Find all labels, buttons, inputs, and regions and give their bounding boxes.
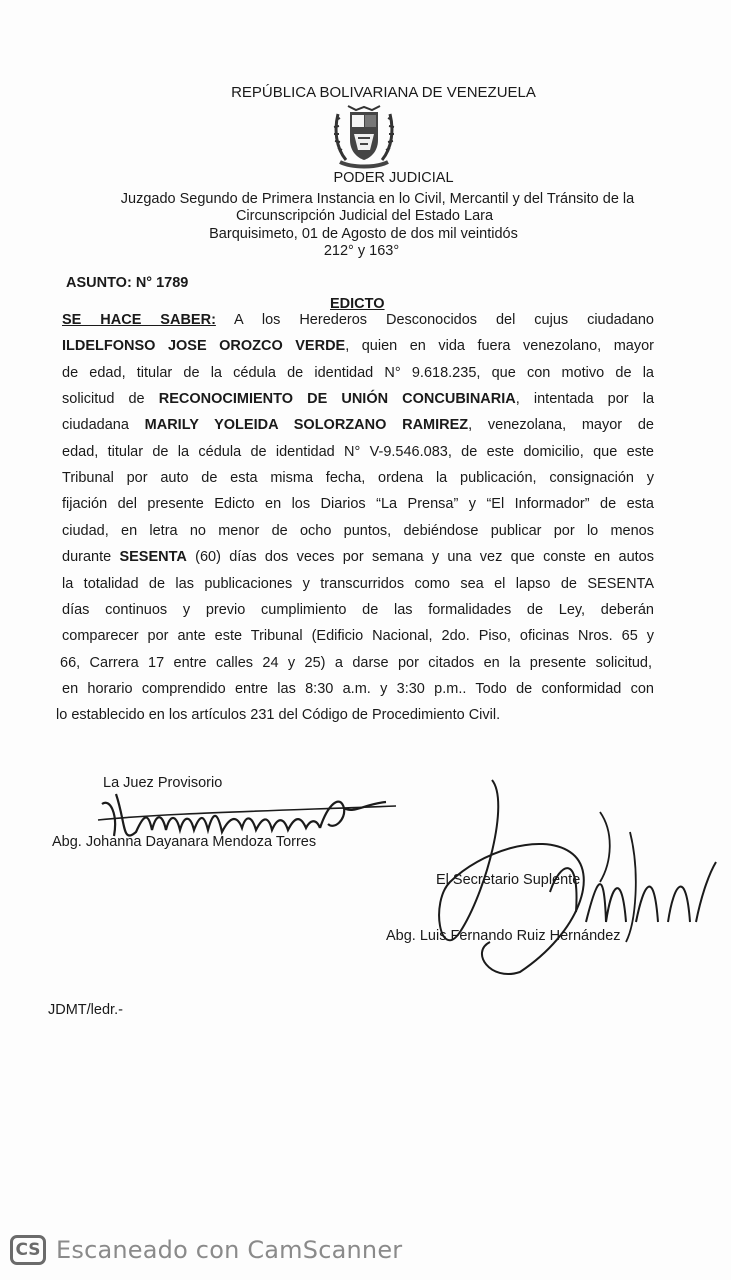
asunto-number: ASUNTO: N° 1789	[66, 275, 189, 291]
city-date-line: Barquisimeto, 01 de Agosto de dos mil veintidós	[209, 226, 518, 242]
judge-title: La Juez Provisorio	[103, 775, 223, 791]
judge-name: Abg. Johanna Dayanara Mendoza Torres	[52, 834, 317, 850]
circunscripcion-line: Circunscripción Judicial del Estado Lara	[235, 208, 494, 224]
years-line: 212° y 163°	[323, 243, 400, 259]
body-text-segment: durante	[62, 549, 120, 566]
body-emphasis: RECONOCIMIENTO DE UNIÓN CONCUBINARIA	[158, 391, 516, 408]
body-emphasis: ILDELFONSO JOSE OROZCO VERDE	[62, 338, 346, 355]
body-text-segment: ciudadana	[62, 417, 145, 434]
body-text-segment: fijación del presente Edicto en los Diarios “La Prensa” y “El Informador” de esta	[62, 496, 654, 513]
secretary-title: El Secretario Suplente	[436, 872, 581, 888]
body-line	[62, 549, 654, 565]
camscanner-text: Escaneado con CamScanner	[56, 1236, 403, 1264]
body-line	[62, 338, 654, 354]
body-text-segment: de edad, titular de la cédula de identidad N° 9.618.235, que con motivo de la	[62, 364, 654, 381]
body-line	[62, 681, 654, 697]
body-text-segment: comparecer por ante este Tribunal (Edificio Nacional, 2do. Piso, oficinas Nros. 65 y	[62, 628, 654, 645]
republic-heading: REPÚBLICA BOLIVARIANA DE VENEZUELA	[231, 84, 536, 101]
body-line	[62, 523, 654, 539]
camscanner-watermark	[10, 1234, 402, 1266]
body-text-segment: lo establecido en los artículos 231 del Código de Procedimiento Civil.	[56, 707, 501, 724]
body-emphasis: MARILY YOLEIDA SOLORZANO RAMIREZ	[144, 417, 469, 434]
body-text-segment: en horario comprendido entre las 8:30 a.m. y 3:30 p.m.. Todo de conformidad con	[62, 680, 654, 697]
body-text-segment: Tribunal por auto de esta misma fecha, ordena la publicación, consignación y	[62, 470, 654, 487]
body-text-segment: , venezolana, mayor de	[468, 417, 654, 434]
camscanner-logo-icon: CS	[10, 1235, 46, 1265]
body-line	[60, 655, 652, 671]
body-text-segment: la totalidad de las publicaciones y transcurridos como sea el lapso de SESENTA	[62, 575, 654, 592]
body-text-segment: edad, titular de la cédula de identidad N° V-9.546.083, de este domicilio, que este	[62, 443, 654, 460]
coat-of-arms-seal-icon	[330, 104, 398, 170]
body-emphasis: SE HACE SABER:	[62, 312, 216, 328]
body-text-segment: 66, Carrera 17 entre calles 24 y 25) a darse por citados en la presente solicitud,	[60, 654, 652, 671]
body-line	[62, 496, 654, 512]
body-text-segment: días continuos y previo cumplimiento de las formalidades de Ley, deberán	[62, 601, 654, 618]
body-text-segment: (60) días dos veces por semana y una vez que conste en autos	[186, 549, 654, 566]
body-line	[62, 391, 654, 407]
body-text-segment: , intentada por la	[515, 391, 655, 408]
secretary-name: Abg. Luis Fernando Ruiz Hernández	[386, 928, 621, 944]
body-line	[62, 312, 654, 328]
body-line	[62, 602, 654, 618]
edicto-title: EDICTO	[330, 296, 385, 312]
body-text-segment: solicitud de	[62, 391, 159, 408]
court-name-line: Juzgado Segundo de Primera Instancia en lo Civil, Mercantil y del Tránsito de la	[120, 191, 635, 207]
body-text-segment: ciudad, en letra no menor de ocho puntos, debiéndose publicar por lo menos	[62, 522, 654, 539]
body-emphasis: SESENTA	[119, 549, 187, 566]
poder-judicial-heading: PODER JUDICIAL	[333, 170, 454, 186]
body-text-segment: A los Herederos Desconocidos del cujus ciudadano	[215, 312, 654, 328]
body-line	[62, 417, 654, 433]
body-line	[56, 707, 648, 723]
body-line	[62, 444, 654, 460]
body-line	[62, 628, 654, 644]
document-initials: JDMT/ledr.-	[48, 1002, 123, 1018]
body-line	[62, 365, 654, 381]
body-line	[62, 576, 654, 592]
body-text-segment: , quien en vida fuera venezolano, mayor	[345, 338, 654, 355]
body-line	[62, 470, 654, 486]
